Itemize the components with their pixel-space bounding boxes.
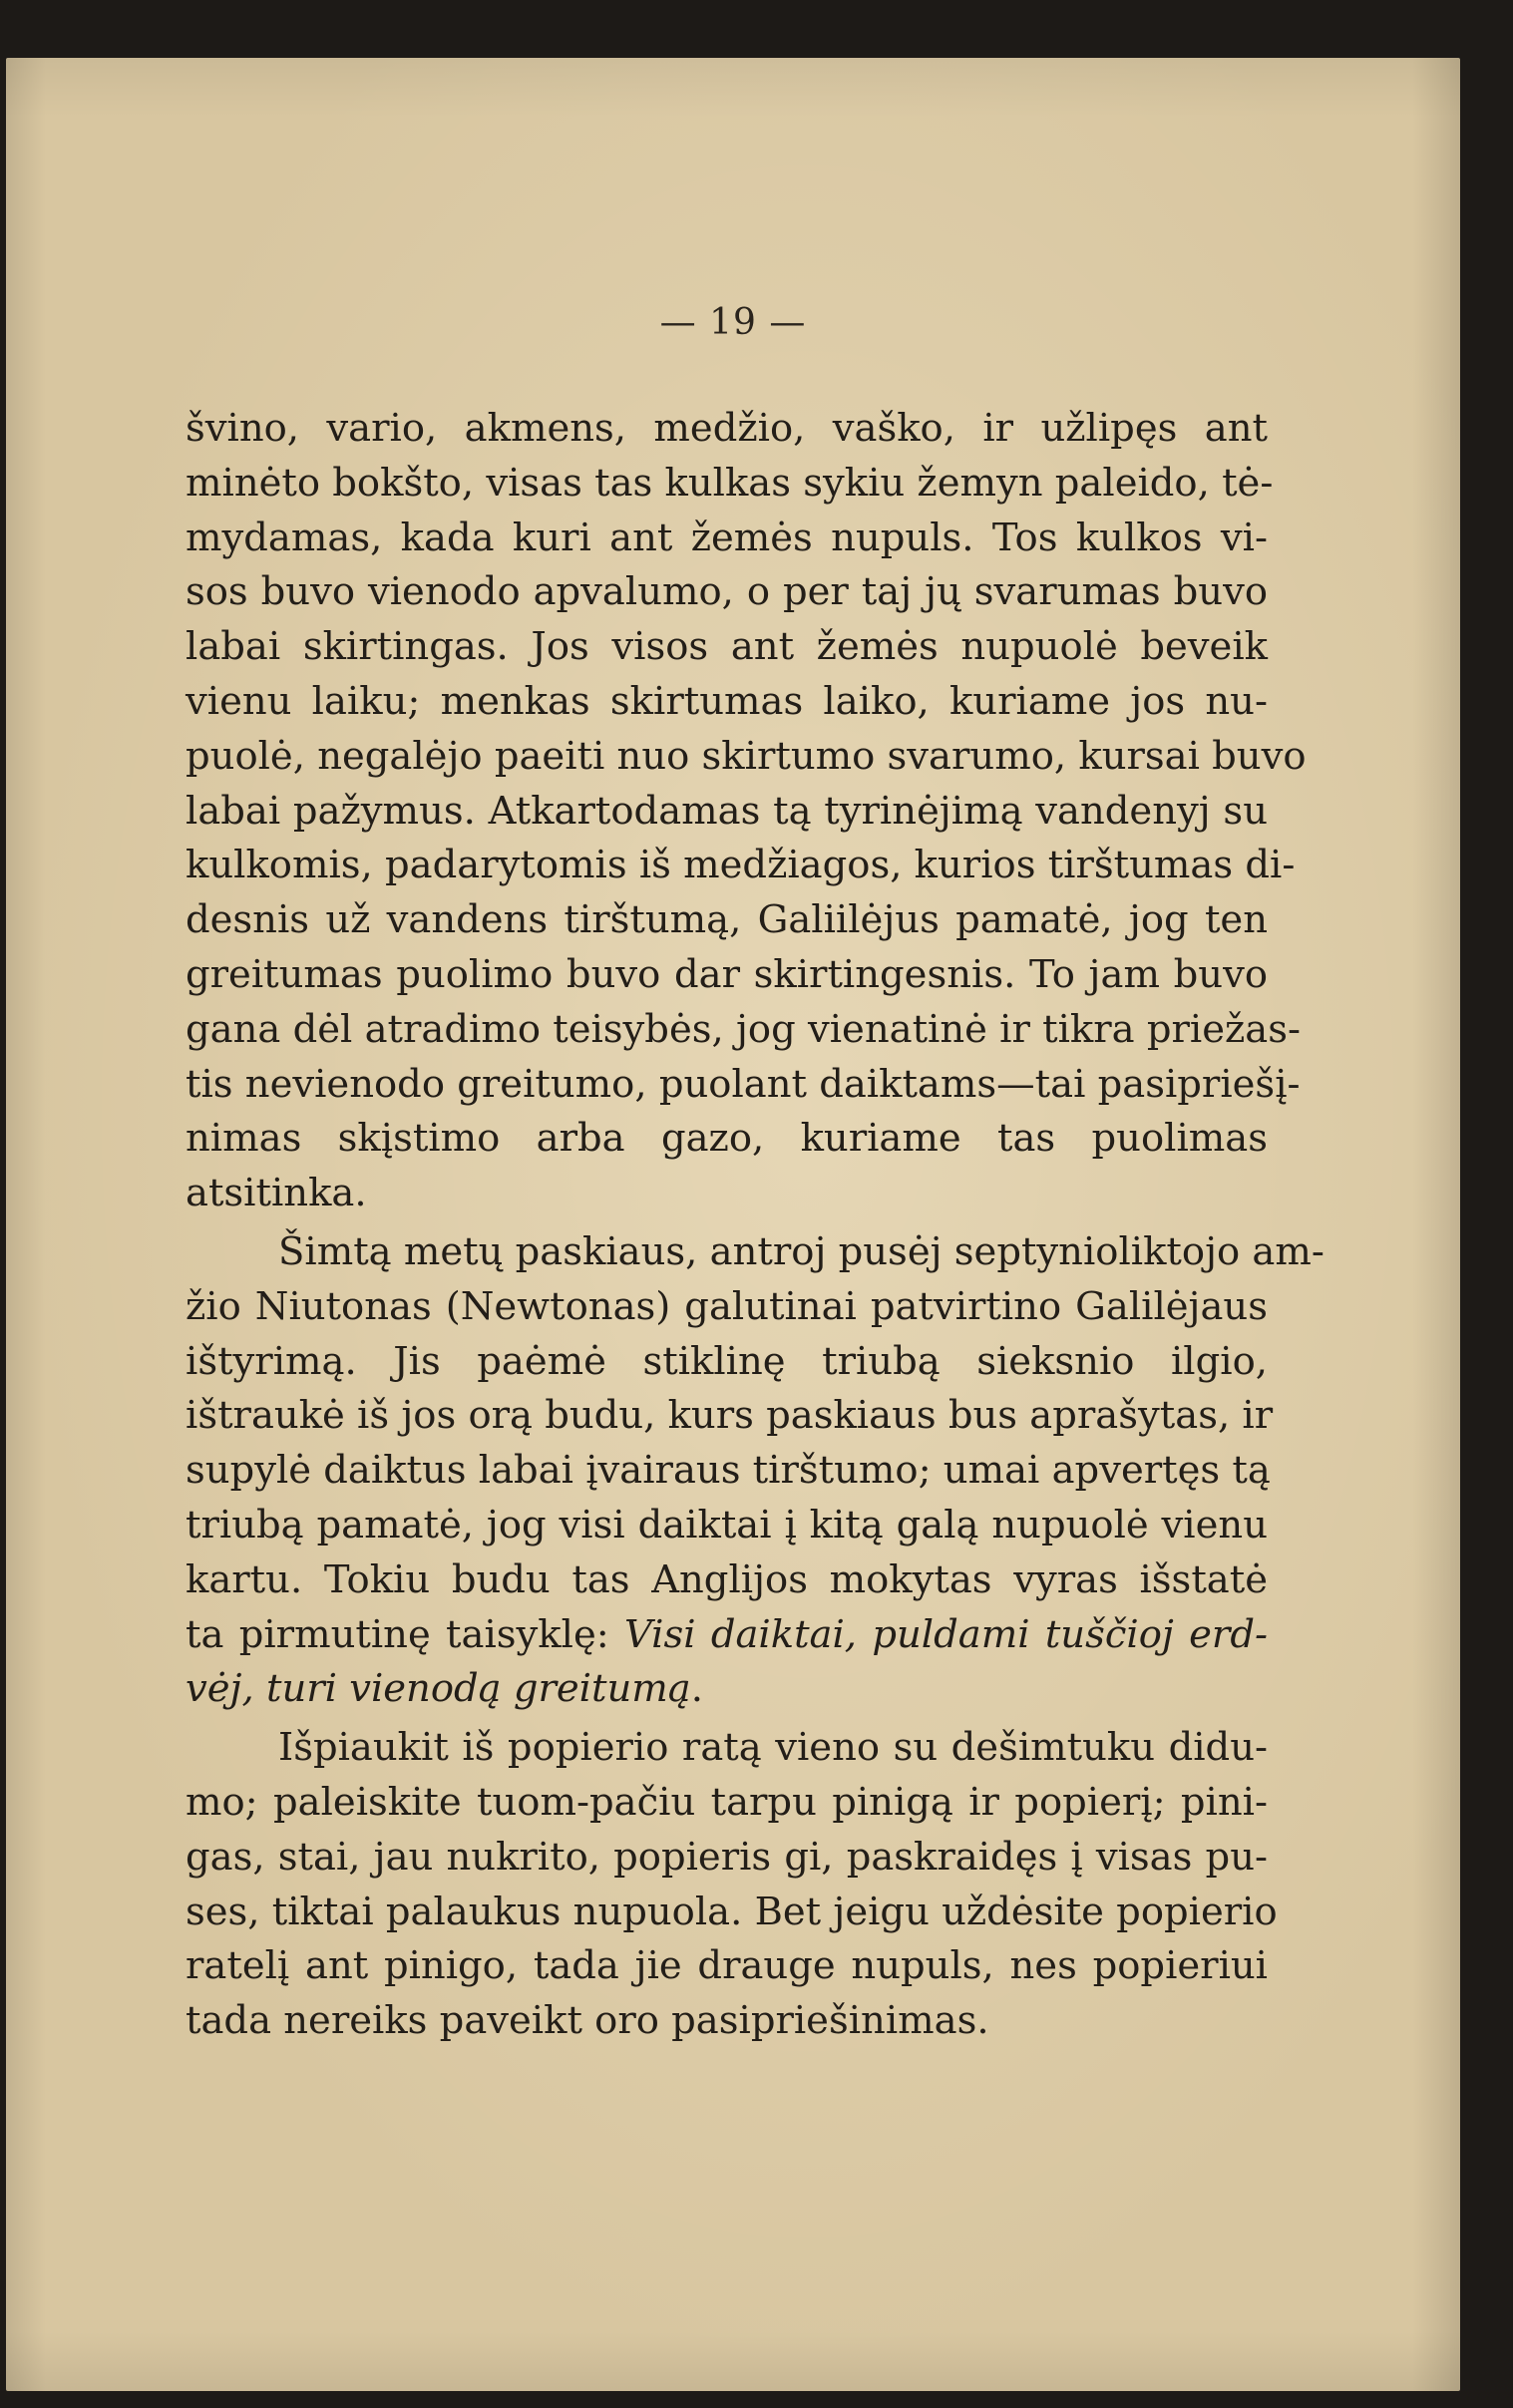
text-line: triubą pamatė, jog visi daiktai į kitą galą nupuolė vienu xyxy=(186,1502,1268,1548)
text-line: greitumas puolimo buvo dar skirtingesnis. To jam buvo xyxy=(186,951,1268,997)
paragraph-2 xyxy=(186,1225,1324,1717)
text-line: sos buvo vienodo apvalumo, o per taj jų svarumas buvo xyxy=(186,569,1268,615)
text-line-mixed xyxy=(186,1608,1268,1663)
text-line: nimas skįstimo arba gazo, kuriame tas puolimas xyxy=(186,1116,1268,1162)
text-line: ratelį ant pinigo, tada jie drauge nupuls, nes popieriui xyxy=(186,1943,1268,1989)
text-line: desnis už vandens tirštumą, Galiilėjus pamatė, jog ten xyxy=(186,897,1268,943)
body-text xyxy=(186,402,1324,2049)
text-line: vienu laiku; menkas skirtumas laiko, kuriame jos nu- xyxy=(186,678,1268,724)
italic-text-run: Visi daiktai, puldami tuščioj erd- xyxy=(624,1611,1268,1657)
paragraph-3 xyxy=(186,1721,1278,2049)
text-line: labai pažymus. Atkartodamas tą tyrinėjimą vandenyj su xyxy=(186,788,1268,834)
text-line: Šimtą metų paskiaus, antroj pusėj septynioliktojo am- xyxy=(278,1228,1324,1274)
text-line: kulkomis, padarytomis iš medžiagos, kurios tirštumas di- xyxy=(186,843,1296,888)
text-line: puolė, negalėjo paeiti nuo skirtumo svarumo, kursai buvo xyxy=(186,733,1307,779)
text-line-mixed xyxy=(186,1662,1268,1717)
text-line: gana dėl atradimo teisybės, jog vienatinė ir tikra priežas- xyxy=(186,1006,1301,1052)
text-line: žio Niutonas (Newtonas) galutinai patvirtino Galilėjaus xyxy=(186,1283,1268,1329)
text-line: ses, tiktai palaukus nupuola. Bet jeigu uždėsite popierio xyxy=(186,1889,1278,1934)
text-line: mo; paleiskite tuom-pačiu tarpu pinigą ir popierį; pini- xyxy=(186,1779,1268,1825)
book-page xyxy=(6,58,1460,2391)
italic-text-run: turi vienodą greitumą xyxy=(265,1666,691,1712)
paragraph-1 xyxy=(186,402,1307,1221)
text-line: mydamas, kada kuri ant žemės nupuls. Tos kulkos vi- xyxy=(186,515,1268,560)
text-line: gas, stai, jau nukrito, popieris gi, paskraidęs į visas pu- xyxy=(186,1834,1268,1880)
text-line: atsitinka. xyxy=(186,1171,367,1216)
text-run: . xyxy=(690,1666,703,1712)
text-run: ta pirmutinę taisyklę: xyxy=(186,1611,625,1657)
text-line: tis nevienodo greitumo, puolant daiktams—tai pasipriešį- xyxy=(186,1061,1301,1107)
text-line: Išpiaukit iš popierio ratą vieno su dešimtuku didu- xyxy=(278,1725,1268,1771)
text-line: minėto bokšto, visas tas kulkas sykiu žemyn paleido, tė- xyxy=(186,460,1274,506)
italic-text-run: vėj, xyxy=(186,1666,254,1712)
page-number: — 19 — xyxy=(659,302,807,343)
text-line: supylė daiktus labai įvairaus tirštumo; umai apvertęs tą xyxy=(186,1448,1271,1494)
text-line: ištyrimą. Jis paėmė stiklinę triubą sieksnio ilgio, xyxy=(186,1338,1268,1384)
text-line: kartu. Tokiu budu tas Anglijos mokytas vyras išstatė xyxy=(186,1556,1268,1602)
text-line: labai skirtingas. Jos visos ant žemės nupuolė beveik xyxy=(186,624,1268,670)
text-line: tada nereiks paveikt oro pasipriešinimas. xyxy=(186,1998,989,2044)
text-line: švino, vario, akmens, medžio, vaško, ir užlipęs ant xyxy=(186,406,1268,451)
text-line: ištraukė iš jos orą budu, kurs paskiaus bus aprašytas, ir xyxy=(186,1393,1274,1439)
